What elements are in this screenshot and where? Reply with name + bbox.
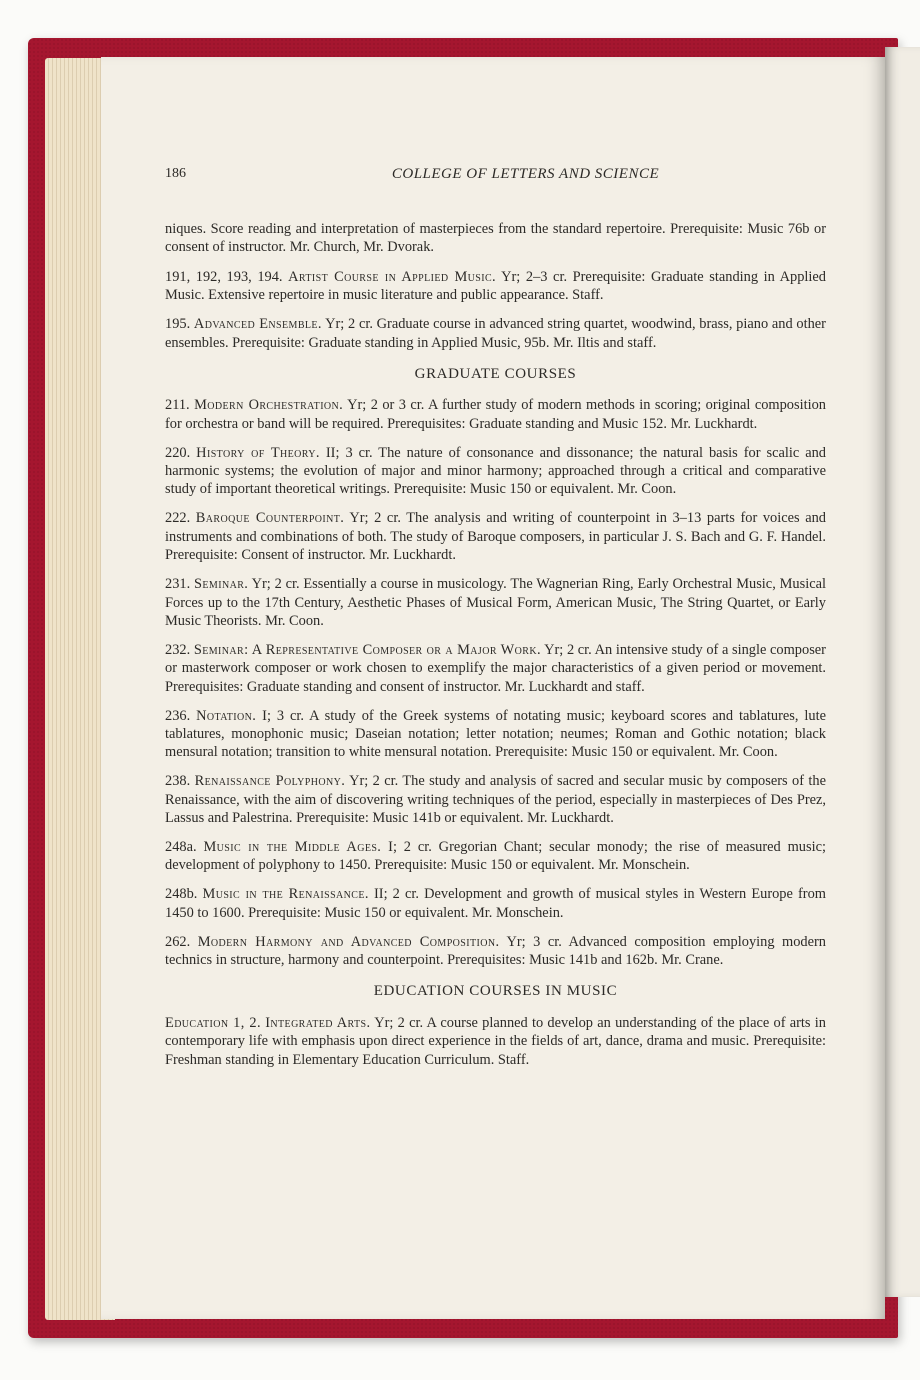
course-number: 238. xyxy=(165,773,191,790)
course-title: Baroque Counterpoint. xyxy=(195,510,345,527)
course-description: I; 2 cr. Gregorian Chant; secular monody; the rise of measured music; development of polyphony to 1450. Prerequisite: Music 150 or equivalent. Mr. Monschein. xyxy=(165,838,826,874)
section-heading-graduate: GRADUATE COURSES xyxy=(414,365,577,382)
course-entry xyxy=(165,1014,826,1069)
course-title: Renaissance Polyphony. xyxy=(194,773,346,790)
course-entry xyxy=(165,396,826,433)
page-content xyxy=(165,165,826,1080)
course-description: Yr; 2 cr. The analysis and writing of counterpoint in 3–13 parts for voices and instruments and combinations of both. The study of Baroque composers, in particular J. S. Bach and G. F. Handel. Prerequisite: Consent of instructor. Mr. Luckhardt. xyxy=(165,510,826,564)
course-description: Yr; 2 cr. Graduate course in advanced string quartet, woodwind, brass, piano and other ensembles. Prerequisite: Graduate standing in Applied Music, 95b. Mr. Iltis and staff. xyxy=(165,316,826,351)
course-entry xyxy=(165,885,826,922)
course-description: II; 3 cr. The nature of consonance and dissonance; the natural basis for scalic and harmonic systems; the evolution of major and minor harmony; approached through a critical and comparative study of important theoretical writings. Prerequisite: Music 150 or equivalent. Mr. Coon. xyxy=(165,444,826,498)
course-number: 262. xyxy=(165,933,191,950)
advanced-course-list xyxy=(165,268,826,352)
course-entry xyxy=(165,838,826,875)
graduate-course-list xyxy=(165,396,826,969)
continued-paragraph: niques. Score reading and interpretation of masterpieces from the standard repertoire. Prerequisite: Music 76b or consent of instructor. Mr. Church, Mr. Dvorak. xyxy=(165,221,826,256)
course-title: Notation. xyxy=(196,707,257,724)
course-number: 220. xyxy=(165,444,191,461)
course-title: Artist Course in Applied Music. xyxy=(288,268,497,285)
course-number: 191, 192, 193, 194. xyxy=(165,268,283,285)
course-entry xyxy=(165,641,826,696)
course-title: Seminar: A Representative Composer or a Major Work. xyxy=(193,641,541,658)
course-entry xyxy=(165,444,826,499)
course-entry xyxy=(165,933,826,970)
course-description: Yr; 2 cr. The study and analysis of sacred and secular music by composers of the Renaissance, with the aim of discovering writing techniques of the period, especially in masterpieces of Des Prez, Lassus and Palestrina. Prerequisite: Music 141b or equivalent. Mr. Luckhardt. xyxy=(165,773,826,827)
course-description: II; 2 cr. Development and growth of musical styles in Western Europe from 1450 to 1600. Prerequisite: Music 150 or equivalent. Mr. Monschein. xyxy=(165,886,826,921)
course-entry xyxy=(165,707,826,762)
running-title: COLLEGE OF LETTERS AND SCIENCE xyxy=(391,166,660,182)
course-entry xyxy=(165,575,826,630)
education-course-list xyxy=(165,1014,826,1069)
running-head xyxy=(165,165,826,187)
course-description: Yr; 2 or 3 cr. A further study of modern methods in scoring; original composition for orchestra or band will be required. Prerequisites: Graduate standing and Music 152. Mr. Luckhardt. xyxy=(165,397,826,432)
course-number: 248a. xyxy=(165,838,197,855)
course-entry xyxy=(165,772,826,827)
page-number: 186 xyxy=(165,166,186,181)
course-title: Music in the Renaissance. xyxy=(202,886,369,903)
course-number: 222. xyxy=(165,510,191,527)
course-number: Education 1, 2. xyxy=(165,1014,261,1031)
course-number: 248b. xyxy=(165,886,198,903)
course-title: Seminar. xyxy=(194,576,249,593)
section-heading-education: EDUCATION COURSES IN MUSIC xyxy=(373,983,618,1000)
course-number: 236. xyxy=(165,707,191,724)
course-title: Music in the Middle Ages. xyxy=(203,838,382,855)
course-number: 211. xyxy=(165,397,190,414)
course-number: 231. xyxy=(165,576,191,593)
course-description: Yr; 2–3 cr. Prerequisite: Graduate standing in Applied Music. Extensive repertoire in music literature and public appearance. Staff. xyxy=(165,268,826,304)
course-title: Modern Orchestration. xyxy=(194,397,344,414)
course-title: Modern Harmony and Advanced Composition. xyxy=(197,933,500,950)
course-description: Yr; 2 cr. A course planned to develop an understanding of the place of arts in contemporary life with emphasis upon direct experience in the fields of art, dance, drama and music. Prerequisite: Freshman standing in Elementary Education Curriculum. Staff. xyxy=(165,1014,826,1068)
course-description: Yr; 2 cr. An intensive study of a single composer or masterwork composer or work chosen to exemplify the major characteristics of a given period or movement. Prerequisites: Graduate standing and consent of instructor. Mr. Luckhardt and staff. xyxy=(165,641,826,695)
course-entry xyxy=(165,268,826,305)
course-description: I; 3 cr. A study of the Greek systems of notating music; keyboard scores and tablatures, lute tablatures, monophonic music; Daseian notation; letter notation; neumes; Roman and Gothic notation; black mensural notation; transition to white mensural notation. Prerequisite: Music 150 or equivalent. Mr. Coon. xyxy=(165,707,826,761)
course-description: Yr; 3 cr. Advanced composition employing modern technics in structure, harmony and counterpoint. Prerequisites: Music 141b and 162b. Mr. Crane. xyxy=(165,933,826,968)
course-title: Advanced Ensemble. xyxy=(193,316,322,333)
course-number: 195. xyxy=(165,316,191,333)
course-entry xyxy=(165,509,826,564)
course-entry xyxy=(165,315,826,352)
course-description: Yr; 2 cr. Essentially a course in musicology. The Wagnerian Ring, Early Orchestral Music, Musical Forces up to the 17th Century, Aesthetic Phases of Musical Form, American Music, The String Quartet, or Early Music Theorists. Mr. Coon. xyxy=(165,576,826,629)
facing-page-edge xyxy=(885,47,920,1297)
course-title: Integrated Arts. xyxy=(265,1014,371,1031)
course-title: History of Theory. xyxy=(196,444,320,461)
course-number: 232. xyxy=(165,641,191,658)
